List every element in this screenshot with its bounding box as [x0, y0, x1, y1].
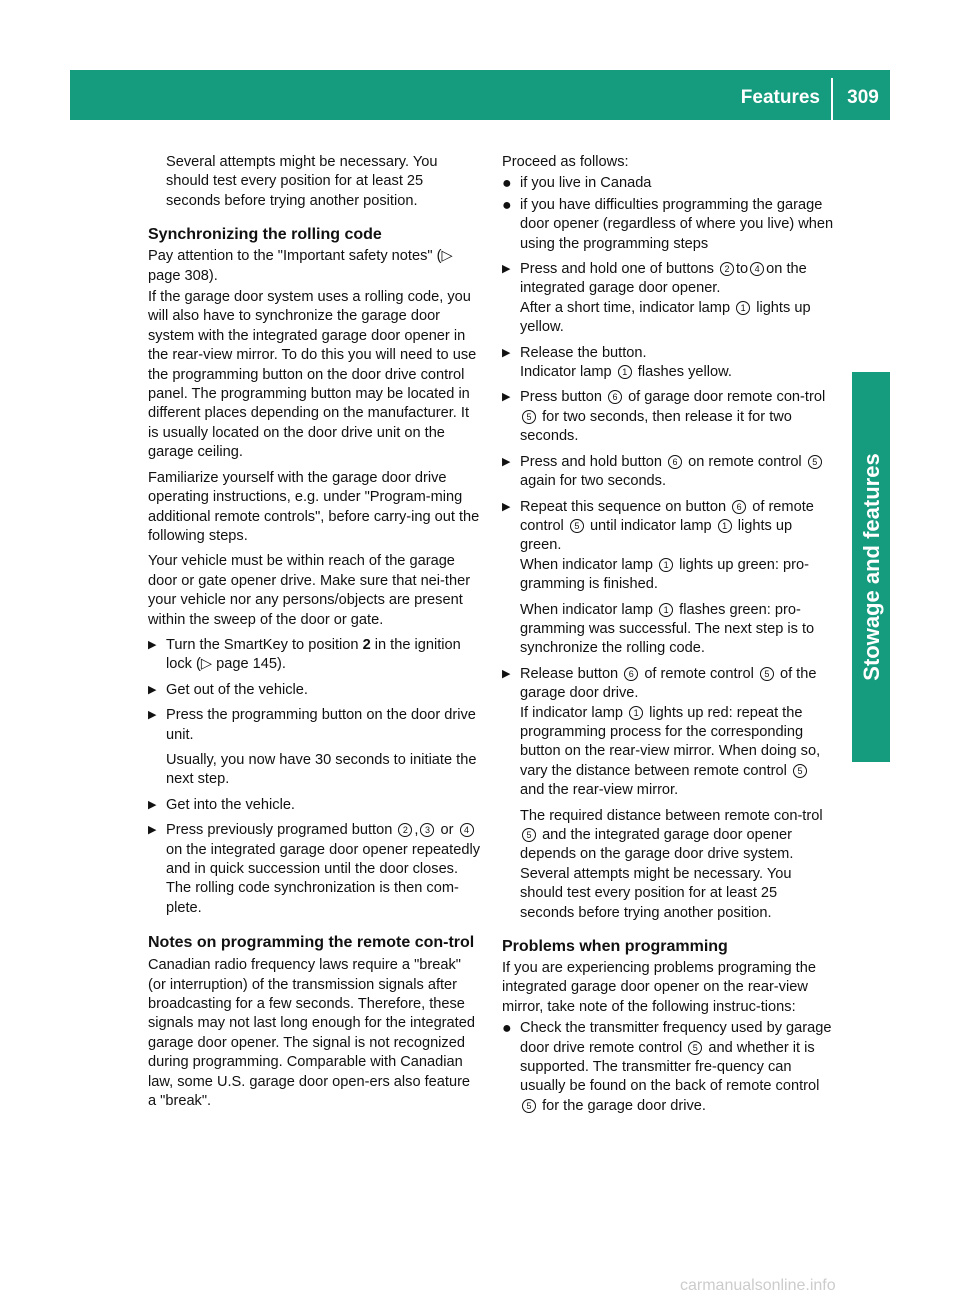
- callout-6-icon: 6: [608, 390, 622, 404]
- bullet-icon: ●: [502, 1020, 512, 1038]
- arrow-icon: ▶: [148, 683, 157, 696]
- callout-5-icon: 5: [522, 1099, 536, 1113]
- arrow-icon: ▶: [502, 346, 511, 359]
- step-item: ▶ Press previously programed button 2 , 3 or 4 on the integrated garage door opener repeatedly and in quick succession until the door closes. The rolling code synchronization is then com-plete.: [148, 821, 480, 918]
- watermark: carmanualsonline.info: [680, 1277, 836, 1294]
- callout-1-icon: 1: [629, 706, 643, 720]
- callout-6-icon: 6: [668, 455, 682, 469]
- heading-synchronizing: Synchronizing the rolling code: [148, 226, 382, 244]
- arrow-icon: ▶: [502, 455, 511, 468]
- callout-1-icon: 1: [736, 301, 750, 315]
- paragraph: Your vehicle must be within reach of the garage door or gate opener drive. Make sure that nei-ther your vehicle nor any persons/objects are present within the sweep of the door or gate.: [148, 553, 471, 628]
- step-item: ▶ Get into the vehicle.: [148, 796, 480, 815]
- step-item: ▶ Press and hold button 6 on remote control 5 again for two seconds.: [502, 453, 834, 492]
- arrow-icon: ▶: [502, 667, 511, 680]
- step-item: ▶ Release the button. Indicator lamp 1 flashes yellow.: [502, 344, 732, 381]
- bullet-icon: ●: [502, 196, 512, 214]
- left-column: [148, 153, 480, 1117]
- paragraph: If the garage door system uses a rolling code, you will also have to synchronize the garage door system with the integrated garage door opener in the rear-view mirror. To do this you will need to use the programming button on the door drive control panel. The programming button may be located in different places depending on the manufacturer. It is usually located on the door drive unit on the garage ceiling.: [148, 289, 477, 461]
- step-item: ▶ Press button 6 of garage door remote con-trol 5 for two seconds, then release it for two seconds.: [502, 389, 826, 445]
- side-tab-label: Stowage and features: [859, 453, 884, 681]
- arrow-icon: ▶: [148, 798, 157, 811]
- step-item: ▶ Turn the SmartKey to position 2 in the ignition lock (▷ page 145).: [148, 636, 461, 673]
- callout-5-icon: 5: [808, 455, 822, 469]
- step-item: ▶ Press and hold one of buttons 2 to 4 on the integrated garage door opener. After a short time, indicator lamp 1 lights up yellow.: [502, 261, 811, 336]
- step-item: ▶ Repeat this sequence on button 6 of remote control 5 until indicator lamp 1 lights up green. When indicator lamp 1 lights up green: pro-gramming is finished. When indicator lamp 1 flashes green: pro-gramming was successful. The next step is to synchronize the rolling code.: [502, 498, 815, 657]
- callout-4-icon: 4: [460, 823, 474, 837]
- paragraph: If you are experiencing problems programing the integrated garage door opener on the rear-view mirror, take note of the following instruc-tions:: [502, 960, 816, 1015]
- callout-5-icon: 5: [688, 1041, 702, 1055]
- callout-5-icon: 5: [570, 519, 584, 533]
- bullet-icon: ●: [502, 175, 512, 193]
- callout-6-icon: 6: [732, 500, 746, 514]
- header-divider: [831, 78, 833, 120]
- step-item: ▶ Release button 6 of remote control 5 of the garage door drive. If indicator lamp 1 lights up red: repeat the programming process for the corresponding button on the rear-view mirror. When doing so, vary the distance between remote control 5 and the rear-view mirror. The required distance between remote con-trol 5 and the integrated garage door opener depends on the garage door drive system. Several attempts might be necessary. You should test every position for at least 25 seconds before trying another position.: [502, 665, 823, 921]
- paragraph: Canadian radio frequency laws require a "break" (or interruption) of the transmission signals after broadcasting for a few seconds. Therefore, these signals may not last long enough for the integrated garage door opener. The signal is not recognized during programming. Comparable with Canadian law, some U.S. garage door open-ers also feature a "break".: [148, 957, 475, 1110]
- arrow-icon: ▶: [502, 263, 511, 276]
- paragraph: Proceed as follows:: [502, 154, 629, 170]
- arrow-icon: ▶: [502, 500, 511, 513]
- step-note: The rolling code synchronization is then com-plete.: [166, 880, 459, 916]
- callout-5-icon: 5: [522, 410, 536, 424]
- side-tab-marker: [852, 701, 890, 739]
- paragraph: Familiarize yourself with the garage door drive operating instructions, e.g. under "Program-ming additional remote controls", before carry-ing out the following steps.: [148, 469, 480, 544]
- callout-5-icon: 5: [522, 828, 536, 842]
- callout-5-icon: 5: [760, 667, 774, 681]
- arrow-icon: ▶: [502, 391, 511, 404]
- arrow-icon: ▶: [148, 824, 157, 837]
- callout-6-icon: 6: [624, 667, 638, 681]
- heading-notes: Notes on programming the remote con-trol: [148, 934, 475, 952]
- callout-1-icon: 1: [659, 558, 673, 572]
- arrow-icon: ▶: [148, 638, 157, 651]
- callout-4-icon: 4: [750, 262, 764, 276]
- callout-3-icon: 3: [420, 823, 434, 837]
- bullet-item: ● Check the transmitter frequency used by garage door drive remote control 5 and whether it is supported. The transmitter fre-quency can usually be found on the back of remote control 5 for the garage door drive.: [502, 1020, 832, 1114]
- callout-5-icon: 5: [793, 764, 807, 778]
- bullet-item: ● if you live in Canada: [502, 175, 652, 193]
- step-item: ▶ Press the programming button on the door drive unit. Usually, you now have 30 seconds to initiate the next step.: [148, 706, 480, 790]
- bullet-item: ● if you have difficulties programming the garage door opener (regardless of where you live) when using the programming steps: [502, 196, 834, 252]
- callout-1-icon: 1: [659, 603, 673, 617]
- callout-1-icon: 1: [618, 365, 632, 379]
- section-title: Features: [740, 87, 820, 108]
- step-note: Usually, you now have 30 seconds to initiate the next step.: [166, 751, 477, 788]
- paragraph: Pay attention to the "Important safety notes" (▷ page 308).: [148, 248, 453, 284]
- step-item: ▶ Get out of the vehicle.: [148, 681, 480, 700]
- right-column: [502, 153, 834, 1122]
- page-number: 309: [847, 87, 879, 108]
- callout-2-icon: 2: [398, 823, 412, 837]
- intro-paragraph: Several attempts might be necessary. You should test every position for at least 25 seconds before trying another position.: [166, 154, 438, 209]
- callout-1-icon: 1: [718, 519, 732, 533]
- callout-2-icon: 2: [720, 262, 734, 276]
- arrow-icon: ▶: [148, 709, 157, 722]
- heading-problems: Problems when programming: [502, 938, 728, 956]
